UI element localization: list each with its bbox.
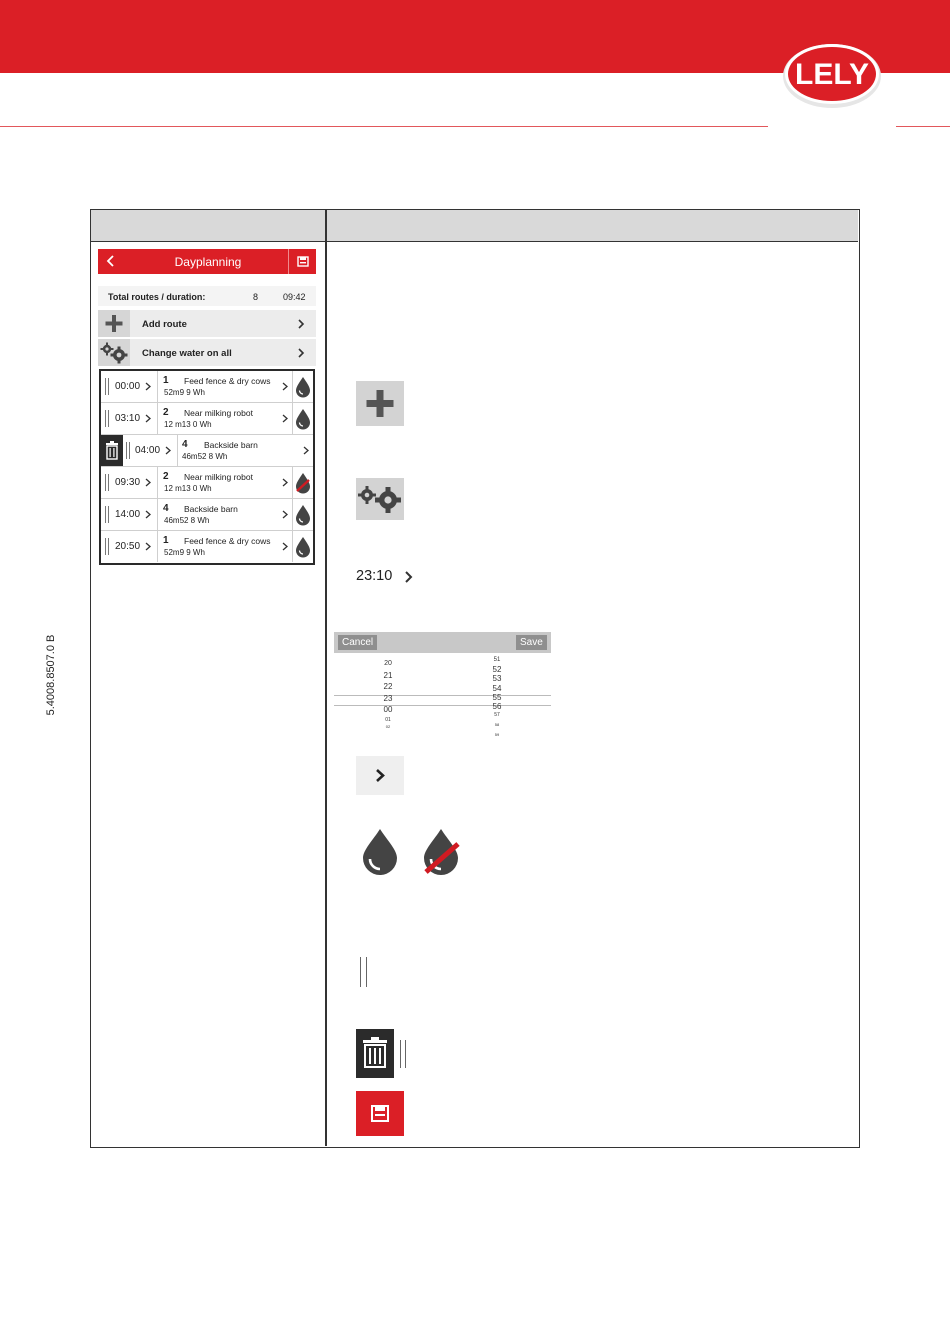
minute-column: 51 52 53 54 55 56 57 58 59	[492, 657, 502, 737]
route-duration: 12 m13 0 Wh	[164, 484, 212, 493]
gears-icon	[98, 339, 130, 366]
route-list	[99, 369, 315, 565]
chevron-right-icon	[404, 571, 413, 583]
water-drop-icon[interactable]	[293, 531, 313, 562]
chevron-right-icon[interactable]	[282, 542, 288, 551]
water-off-icon	[420, 828, 462, 876]
plus-icon	[356, 381, 404, 426]
route-duration: 52m9 9 Wh	[164, 548, 205, 557]
change-water-label: Change water on all	[142, 348, 232, 359]
save-icon	[356, 1091, 404, 1136]
route-time[interactable]: 00:00	[115, 381, 141, 392]
total-count: 8	[253, 292, 259, 302]
route-row[interactable]	[101, 499, 313, 531]
picker-selection-band	[334, 695, 551, 706]
doc-number: 5.4008.8507.0 B	[45, 634, 57, 716]
drag-handle-icon[interactable]	[105, 506, 109, 523]
route-time[interactable]: 04:00	[135, 445, 161, 456]
route-row[interactable]	[101, 531, 313, 563]
delete-button-example	[356, 1029, 394, 1078]
table-header-row	[91, 210, 858, 242]
add-route-label: Add route	[142, 319, 187, 330]
route-duration: 46m52 8 Wh	[164, 516, 210, 525]
route-row-swiped[interactable]	[101, 435, 313, 467]
time-picker-example	[334, 632, 551, 740]
water-off-icon[interactable]	[293, 467, 313, 498]
header-rule-right	[896, 126, 950, 127]
change-water-button-example	[356, 478, 404, 520]
drag-handle-icon	[360, 957, 367, 987]
route-time[interactable]: 14:00	[115, 509, 141, 520]
total-duration: 09:42	[283, 292, 306, 302]
chevron-right-icon	[297, 319, 305, 329]
chevron-right-icon[interactable]	[282, 478, 288, 487]
route-name: Backside barn	[184, 504, 238, 514]
save-icon	[289, 249, 317, 274]
column-divider	[325, 210, 327, 1146]
water-drop-icon[interactable]	[293, 371, 313, 402]
route-name: Feed fence & dry cows	[184, 536, 271, 546]
add-route-item[interactable]	[98, 309, 316, 337]
route-row[interactable]	[101, 403, 313, 435]
chevron-right-icon[interactable]	[303, 446, 309, 455]
total-routes-bar	[98, 286, 316, 306]
route-name: Backside barn	[204, 440, 258, 450]
route-number: 1	[163, 375, 169, 386]
chevron-right-icon	[145, 542, 151, 551]
dayplanning-screen	[98, 249, 317, 567]
route-number: 4	[163, 503, 169, 514]
drag-handle-icon[interactable]	[105, 378, 109, 395]
drag-handle-icon[interactable]	[105, 538, 109, 555]
route-duration: 12 m13 0 Wh	[164, 420, 212, 429]
chevron-right-icon[interactable]	[282, 382, 288, 391]
chevron-right-icon	[145, 510, 151, 519]
water-drop-icon	[360, 828, 400, 876]
total-label: Total routes / duration:	[108, 292, 206, 302]
route-duration: 52m9 9 Wh	[164, 388, 205, 397]
chevron-right-icon	[145, 382, 151, 391]
title-bar	[98, 249, 316, 274]
time-example: 23:10	[356, 568, 393, 584]
route-duration: 46m52 8 Wh	[182, 452, 228, 461]
screen-title: Dayplanning	[174, 255, 242, 269]
chevron-right-icon[interactable]	[282, 510, 288, 519]
water-drop-icon[interactable]	[293, 403, 313, 434]
route-name: Near milking robot	[184, 408, 253, 418]
back-arrow-icon[interactable]	[104, 254, 118, 268]
save-button[interactable]	[288, 249, 316, 274]
chevron-right-icon	[356, 756, 404, 795]
chevron-button-example	[356, 756, 404, 795]
logo-text: LELY	[795, 58, 869, 91]
route-number: 2	[163, 407, 169, 418]
drag-handle-icon[interactable]	[105, 410, 109, 427]
water-drop-icon[interactable]	[293, 499, 313, 530]
hour-column: 20 21 22 23 00 01 02	[383, 660, 393, 729]
gears-icon	[356, 478, 404, 520]
add-route-button-example	[356, 381, 404, 426]
drag-handle-icon[interactable]	[105, 474, 109, 491]
delete-route-button[interactable]	[101, 435, 123, 466]
route-row[interactable]	[101, 371, 313, 403]
route-time[interactable]: 20:50	[115, 541, 141, 552]
route-row[interactable]	[101, 467, 313, 499]
route-name: Feed fence & dry cows	[184, 376, 271, 386]
route-number: 4	[182, 439, 188, 450]
chevron-right-icon	[165, 446, 171, 455]
save-button-example	[356, 1091, 404, 1136]
change-water-item[interactable]	[98, 338, 316, 366]
lely-logo	[780, 40, 884, 110]
trash-icon	[101, 435, 123, 466]
drag-handle-icon	[400, 1040, 406, 1068]
chevron-right-icon	[297, 348, 305, 358]
picker-cancel-button: Cancel	[338, 635, 377, 650]
trash-icon	[356, 1029, 394, 1078]
header-rule	[0, 126, 768, 127]
chevron-right-icon	[145, 478, 151, 487]
route-time[interactable]: 03:10	[115, 413, 141, 424]
route-time[interactable]: 09:30	[115, 477, 141, 488]
chevron-right-icon[interactable]	[282, 414, 288, 423]
plus-icon	[98, 310, 130, 337]
route-name: Near milking robot	[184, 472, 253, 482]
drag-handle-icon[interactable]	[126, 442, 130, 459]
route-number: 1	[163, 535, 169, 546]
route-number: 2	[163, 471, 169, 482]
picker-save-button: Save	[516, 635, 547, 650]
chevron-right-icon	[145, 414, 151, 423]
